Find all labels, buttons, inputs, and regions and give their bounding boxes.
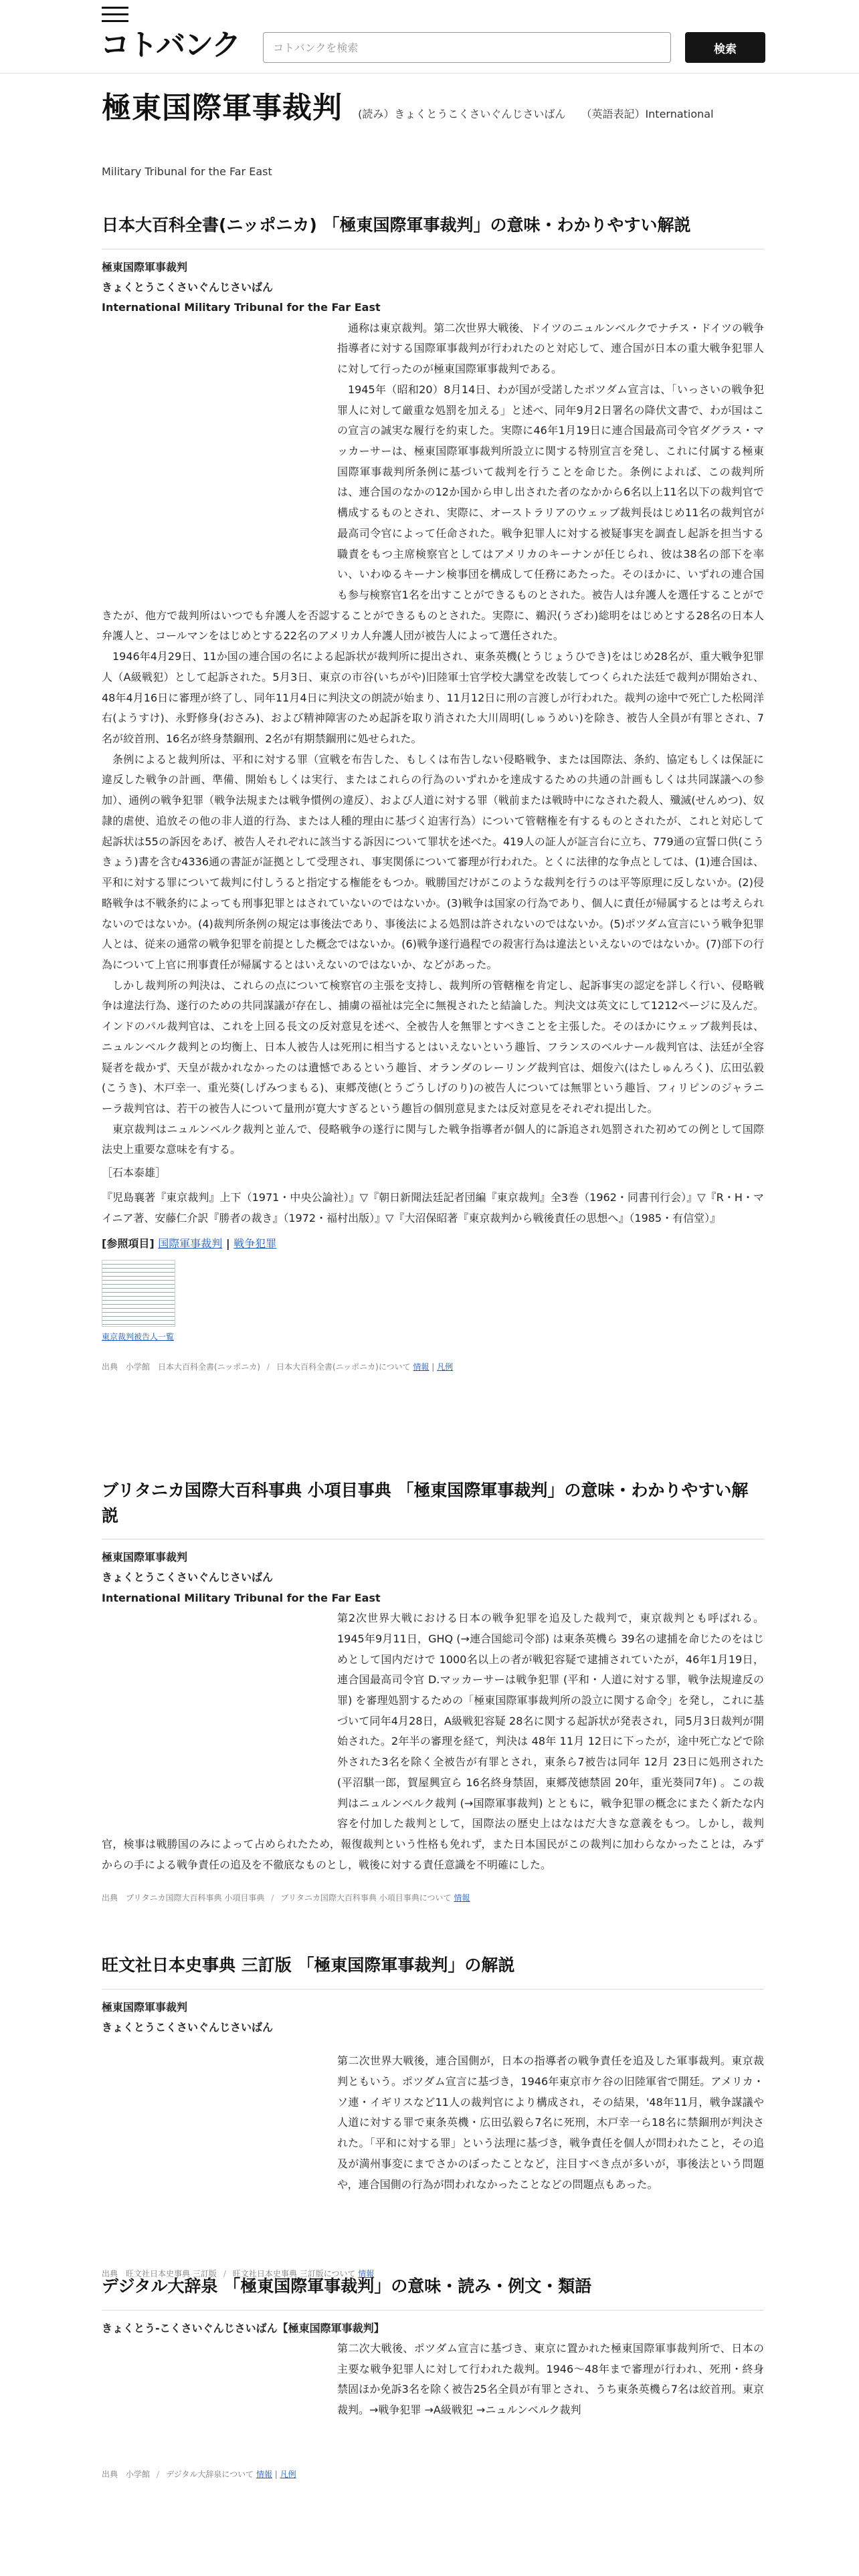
entry-head xyxy=(102,1998,764,2038)
entry-reading: きょくとうこくさいぐんじさいばん xyxy=(102,2020,274,2034)
entry-headword: 極東国際軍事裁判 xyxy=(102,2000,188,2014)
source-text: 出典 小学館 xyxy=(102,2469,151,2479)
source-text: 出典 ブリタニカ国際大百科事典 小項目事典 xyxy=(102,1893,265,1903)
daijisen-section xyxy=(102,2274,764,2482)
entry-body xyxy=(102,1608,764,1875)
site-logo[interactable]: コトバンク xyxy=(100,28,240,62)
source-legend-link[interactable]: 凡例 xyxy=(280,2469,296,2479)
entry-head xyxy=(102,257,764,318)
entry-headword: 極東国際軍事裁判 xyxy=(102,1551,188,1564)
site-header xyxy=(0,0,859,74)
search-input[interactable] xyxy=(263,32,671,63)
paragraph: 通称は東京裁判。第二次世界大戦後、ドイツのニュルンベルクでナチス・ドイツの戦争指導者に対する国際軍事裁判が行われたのと対応して、連合国が日本の重大戦争犯罪人に対して行ったのが極東国際軍事裁判である。 xyxy=(337,321,764,376)
title-english: （英語表記）International xyxy=(581,108,714,120)
paragraph: 第二次世界大戦後，連合国側が，日本の指導者の戦争責任を追及した軍事裁判。東京裁判ともいう。ポツダム宣言に基づき，1946年東京市ケ谷の旧陸軍省で開廷。アメリカ・ソ連・イギリスなど11人の裁判官により構成され，その結果，'48年11月，戦争謀議や人道に対する罪で東条英機・広田弘毅ら7名に死刑，木戸幸一ら18名に禁錮刑が判決された。「平和に対する罪」という法理に基づき，戦争責任を個人が問われたこと，その追及が満州事変にまでさかのぼったことなど，注目すべき点が多いが，事後法という問題や，連合国側の行為が問われなかったことなどの問題点もあった。 xyxy=(337,2054,764,2191)
source-info-link[interactable]: 情報 xyxy=(413,1362,430,1372)
float-spacer xyxy=(102,1608,337,1829)
entry-body xyxy=(102,2051,764,2252)
source-text: 出典 旺文社日本史事典 三訂版 xyxy=(102,2269,217,2279)
references: 『児島襄著『東京裁判』上下（1971・中央公論社）』▽『朝日新聞法廷記者団編『東京裁判』全3巻（1962・同書刊行会）』▽『R・H・マイニア著、安藤仁介訳『勝者の裁き』（1972・福村出版）』▽『大沼保昭著『東京裁判から戦後責任の思想へ』（1985・有信堂）』 xyxy=(102,1190,764,1224)
entry-body xyxy=(102,2339,764,2452)
paragraph: 東京裁判はニュルンベルク裁判と並んで、侵略戦争の遂行に関与した戦争指導者が個人的に訴追され処罰された初めての例として国際法史上重要な意味を有する。 xyxy=(102,1122,764,1156)
entry-english: International Military Tribunal for the Far East xyxy=(102,301,381,314)
source-line: 出典 旺文社日本史事典 三訂版 / 旺文社日本史事典 三訂版について 情報 xyxy=(102,2269,375,2279)
page-title: 極東国際軍事裁判 xyxy=(102,91,343,125)
paragraph: 第2次世界大戦における日本の戦争犯罪を追及した裁判で，東京裁判とも呼ばれる。 1945年9月11日，GHQ (→連合国総司令部) は東条英機ら 39名の逮捕を命じたのをはじめとして国内だけで 1000名以上の者が戦犯容疑で逮捕されていたが，46年1月19日，連合国最高司令官 D.マッカーサーは戦争犯罪 (平和・人道に対する罪，戦争法規違反の罪) を審理処罰するための「極東国際軍事裁判所の設立に関する命令」を発し，これに基づいて同年4月28日，A級戦犯容疑 28名に関する起訴状が発表され，同5月3日裁判が開始された。2年半の審理を経て，判決は 48年 11月 12日に下ったが，途中死亡などで除外された3名を除く全被告が有罪とされ，東条ら7被告は同年 12月 23日に処刑された (平沼騏一郎，賀屋興宣ら 16名終身禁固，東郷茂徳禁固 20年，重光葵同7年) 。この裁判はニュルンベルク裁判 (→国際軍事裁判) とともに，戦争犯罪の概念にまたく新たな内容を付加した裁判として，国際法の歴史上はなはだ大きな意義をもつ。しかし，裁判官，検事は戦勝国のみによって占められたため，報復裁判という性格も免れず，また日本国民がこの裁判に加わらなかったことは，みずからの手による戦争責任の追及を不徹底なものとし，戦後に対する責任意識を不明確にした。 xyxy=(102,1612,765,1871)
source-text: 出典 小学館 日本大百科全書(ニッポニカ) xyxy=(102,1362,260,1372)
source-about: 旺文社日本史事典 三訂版について xyxy=(232,2269,356,2279)
thumbnail-image[interactable] xyxy=(102,1260,175,1327)
source-about: ブリタニカ国際大百科事典 小項目事典について xyxy=(280,1893,452,1903)
source-line: 出典 ブリタニカ国際大百科事典 小項目事典 / ブリタニカ国際大百科事典 小項目事典について 情報 xyxy=(102,1893,470,1903)
nipponica-section xyxy=(102,213,764,1375)
related-label: [参照項目] xyxy=(102,1237,155,1251)
source-legend-link[interactable]: 凡例 xyxy=(437,1362,454,1372)
source-line: 出典 小学館 日本大百科全書(ニッポニカ) / 日本大百科全書(ニッポニカ)について 情報 | 凡例 xyxy=(102,1362,454,1372)
author: ［石本泰雄］ xyxy=(102,1166,167,1180)
float-spacer xyxy=(102,2339,337,2452)
title-english-cont: Military Tribunal for the Far East xyxy=(102,165,272,178)
entry-english: International Military Tribunal for the Far East xyxy=(102,1591,381,1604)
title-block xyxy=(102,80,764,182)
obunsha-section xyxy=(102,1953,764,2282)
source-line: 出典 小学館 / デジタル大辞泉について 情報 | 凡例 xyxy=(102,2469,296,2479)
paragraph: 第二次大戦後、ポツダム宣言に基づき、東京に置かれた極東国際軍事裁判所で、日本の主要な戦争犯罪人に対して行われた裁判。1946〜48年まで審理が行われ、死刑・終身禁固ほか免訴3名を除く被告25名全員が有罪とされ、うち東条英機ら7名は絞首刑。東京裁判。→戦争犯罪 →A級戦犯 →ニュルンベルク裁判 xyxy=(337,2341,764,2417)
source-separator: | xyxy=(429,1362,438,1372)
paragraph: 1946年4月29日、11か国の連合国の名による起訴状が裁判所に提出され、東条英機(とうじょうひでき)をはじめ28名が、重大戦争犯罪人（A級戦犯）として起訴された。5月3日、東京の市谷(いちがや)旧陸軍士官学校大講堂を改装してつくられた法廷で裁判が開始され、48年4月16日に審理が終了し、同年11月4日に判決文の朗読が始まり、11月12日に刑の言渡しが行われた。裁判の途中で死亡した松岡洋右(ようすけ)、永野修身(おさみ)、および精神障害のため起訴を取り消された大川周明(しゅうめい)を除き、被告人全員が有罪とされ、7名が絞首刑、16名が終身禁錮刑、2名が有期禁錮刑に処せられた。 xyxy=(102,650,764,746)
related-link-international-tribunal[interactable]: 国際軍事裁判 xyxy=(158,1237,223,1251)
title-reading: (読み）きょくとうこくさいぐんじさいばん xyxy=(358,108,566,120)
paragraph: 条例によると裁判所は、平和に対する罪（宣戦を布告した、もしくは布告しない侵略戦争、または国際法、条約、協定もしくは保証に違反した戦争の計画、準備、開始もしくは実行、またはこれらの行為のいずれかを達成するための共通の計画もしくは共同謀議への参加）、通例の戦争犯罪（戦争法規または戦争慣例の違反）、および人道に対する罪（戦前または戦時中になされた殺人、殲滅(せんめつ)、奴隷的虐使、追放その他の非人道的行為、または人種的理由に基づく迫害行為）について管轄権を有するものとされたが、これと対応して起訴状は55の訴因をあげ、被告人それぞれに該当する訴因について罪状を述べた。419人の証人が証言台に立ち、779通の宣誓口供(こうきょう)書を含む4336通の書証が証拠として受理され、事実関係について審理が行われた。とくに法律的な争点としては、(1)連合国は、平和に対する罪について裁判に付しうると指定する権能をもつか。戦勝国だけがこのような裁判を行うのは平等原理に反しないか。(2)侵略戦争は不戦条約によっても刑事犯罪とはされていないのではないか。(3)戦争は国家の行為であり、個人に責任が帰属するとは考えられないのではないか。(4)裁判所条例の規定は事後法であり、事後法による処罰は許されないのではないか。(5)ポツダム宣言にいう戦争犯罪人とは、従来の通常の戦争犯罪を前提とした概念ではないか。(6)戦争遂行過程での殺害行為は違法といえないのではないか。(7)部下の行為について上官に刑事責任が帰属するとはいえないのではないか、などがあった。 xyxy=(102,752,764,971)
entry-head xyxy=(102,1547,764,1608)
paragraph: 1945年（昭和20）8月14日、わが国が受諾したポツダム宣言は、「いっさいの戦争犯罪人に対して厳重な処罰を加える」と述べ、同年9月2日署名の降伏文書で、わが国はこの宣言の誠実な履行を約束した。実際に46年1月19日に連合国最高司令官ダグラス・マッカーサーは、極東国際軍事裁判所設立に関する特別宣言を発し、これに付属する極東国際軍事裁判所条例に基づいて裁判を行うことを命じた。条例によれば、この裁判所は、連合国のなかの12か国から申し出された者のなかから6名以上11名以下の裁判官で構成するものとされ、実際に、オーストラリアのウェッブ裁判長はじめ11名の裁判官が最高司令官によって任命された。戦争犯罪人に対する被疑事実を調査し起訴を担当する職責をもつ主席検察官としてはアメリカのキーナンが任じられ、彼は38名の部下を率い、いわゆるキーナン検事団を構成して任務にあたった。そのほかに、いずれの連合国も参与検察官1名を出すことができるものとされた。被告人は弁護人を選任することができたが、他方で裁判所はいつでも弁護人を否認することができるものとされた。実際に、鵜沢(うざわ)総明をはじめとする28名の日本人弁護人と、コールマンをはじめとする22名のアメリカ人弁護人団が被告人によって選任された。 xyxy=(102,383,764,643)
entry-reading: きょくとうこくさいぐんじさいばん xyxy=(102,280,274,294)
float-spacer xyxy=(102,318,337,586)
thumbnail-caption[interactable]: 東京裁判被告人一覧 xyxy=(102,1332,175,1342)
paragraph: しかし裁判所の判決は、これらの点について検察官の主張を支持し、裁判所の管轄権を肯定し、起訴事実の認定を詳しく行い、侵略戦争は違法行為、遂行のための共同謀議が存在し、捕虜の福祉は完全に無視されたと結論した。判決文は英文にして1212ページに及んだ。インドのパル裁判官は、これを上回る長文の反対意見を述べ、全被告人を無罪とすべきことを主張した。そのほかにウェッブ裁判長は、ニュルンベルク裁判との均衡上、日本人被告人は死刑に相当するとはいえないという趣旨、フランスのベルナール裁判官は、法廷が全容疑者を裁かず、天皇が裁かれなかったのは遺憾であるという趣旨、オランダのレーリング裁判官は、畑俊六(はたしゅんろく)、広田弘毅(こうき)、木戸幸一、重光葵(しげみつまもる)、東郷茂徳(とうごうしげのり)の被告人については無罪という趣旨、フィリピンのジャラニーラ裁判官は、若干の被告人について量刑が寛大すぎるという趣旨の個別意見または反対意見をそれぞれ提出した。 xyxy=(102,978,764,1115)
source-about: デジタル大辞泉について xyxy=(166,2469,254,2479)
entry-reading: きょくとうこくさいぐんじさいばん xyxy=(102,1571,274,1584)
float-spacer xyxy=(102,2051,337,2252)
section-title: 旺文社日本史事典 三訂版 「極東国際軍事裁判」の解説 xyxy=(102,1953,764,1990)
source-info-link[interactable]: 情報 xyxy=(454,1893,470,1903)
entry-body xyxy=(102,318,764,1345)
britannica-section xyxy=(102,1478,764,1905)
search-button[interactable]: 検索 xyxy=(685,32,765,63)
source-info-link[interactable]: 情報 xyxy=(358,2269,375,2279)
related-link-war-crime[interactable]: 戦争犯罪 xyxy=(233,1237,277,1251)
section-title: 日本大百科全書(ニッポニカ) 「極東国際軍事裁判」の意味・わかりやすい解説 xyxy=(102,213,764,249)
entry-headword: 極東国際軍事裁判 xyxy=(102,260,188,274)
entry-headword: きょくとう‐こくさいぐんじさいばん【極東国際軍事裁判】 xyxy=(102,2321,385,2335)
source-separator: | xyxy=(272,2469,280,2479)
related-separator: | xyxy=(225,1237,234,1251)
related-items xyxy=(102,1234,764,1255)
section-title: デジタル大辞泉 「極東国際軍事裁判」の意味・読み・例文・類語 xyxy=(102,2274,764,2311)
hamburger-menu-icon[interactable] xyxy=(102,7,128,25)
source-info-link[interactable]: 情報 xyxy=(256,2469,272,2479)
section-title: ブリタニカ国際大百科事典 小項目事典 「極東国際軍事裁判」の意味・わかりやすい解説 xyxy=(102,1478,764,1539)
source-about: 日本大百科全書(ニッポニカ)について xyxy=(276,1362,411,1372)
